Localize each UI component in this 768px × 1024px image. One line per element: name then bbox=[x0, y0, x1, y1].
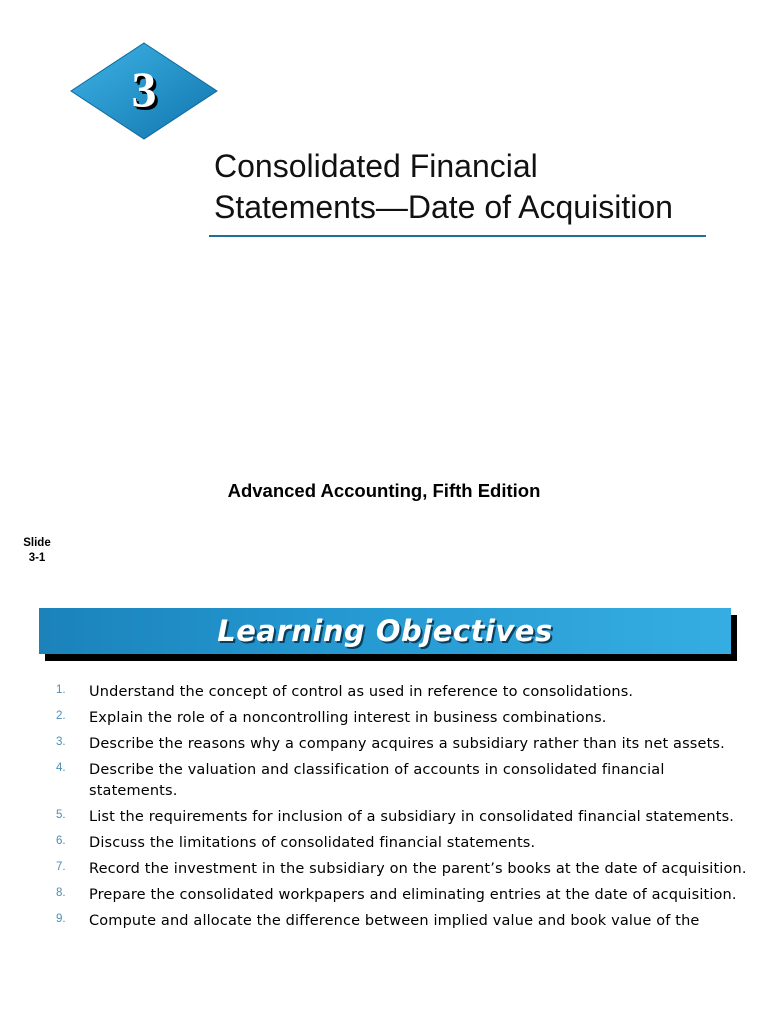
slide-number bbox=[20, 536, 54, 566]
objective-text: Record the investment in the subsidiary on the parent’s books at the date of acquisition. bbox=[89, 861, 747, 877]
title-underline bbox=[209, 235, 706, 237]
objective-item bbox=[56, 760, 756, 802]
objective-text: Understand the concept of control as used in reference to consolidations. bbox=[89, 684, 634, 700]
objective-number: 4. bbox=[56, 762, 66, 774]
objective-number: 6. bbox=[56, 835, 66, 847]
title-line-1: Consolidated Financial bbox=[214, 148, 538, 184]
slide-label: Slide bbox=[23, 537, 51, 549]
title-line-2: Statements—Date of Acquisition bbox=[214, 189, 673, 225]
objective-item bbox=[56, 911, 756, 932]
objective-text: Describe the valuation and classification of accounts in consolidated financial statements. bbox=[89, 762, 665, 799]
objective-item bbox=[56, 807, 756, 828]
objective-item bbox=[56, 859, 756, 880]
chapter-number: 3 bbox=[131, 61, 157, 117]
objective-text: Explain the role of a noncontrolling interest in business combinations. bbox=[89, 710, 607, 726]
objective-item bbox=[56, 885, 756, 906]
objective-number: 8. bbox=[56, 887, 66, 899]
objective-item bbox=[56, 734, 756, 755]
book-title: Advanced Accounting, Fifth Edition bbox=[227, 480, 541, 501]
objectives-list bbox=[56, 682, 756, 937]
chapter-badge bbox=[70, 42, 218, 140]
objective-item bbox=[56, 833, 756, 854]
objective-item bbox=[56, 682, 756, 703]
slide-number-value: 3-1 bbox=[28, 552, 46, 564]
objective-text: Compute and allocate the difference between implied value and book value of the bbox=[89, 913, 700, 929]
objective-number: 5. bbox=[56, 809, 66, 821]
banner-heading: Learning Objectives bbox=[217, 614, 553, 648]
objective-number: 9. bbox=[56, 913, 66, 925]
slide-title bbox=[214, 146, 734, 228]
objective-number: 3. bbox=[56, 736, 66, 748]
objective-item bbox=[56, 708, 756, 729]
objective-text: Prepare the consolidated workpapers and eliminating entries at the date of acquisition. bbox=[89, 887, 737, 903]
objective-text: List the requirements for inclusion of a subsidiary in consolidated financial statements. bbox=[89, 809, 735, 825]
objective-text: Discuss the limitations of consolidated financial statements. bbox=[89, 835, 536, 851]
objective-number: 2. bbox=[56, 710, 66, 722]
learning-objectives-banner bbox=[39, 608, 731, 654]
objective-number: 1. bbox=[56, 684, 66, 696]
objective-text: Describe the reasons why a company acquires a subsidiary rather than its net assets. bbox=[89, 736, 725, 752]
objective-number: 7. bbox=[56, 861, 66, 873]
